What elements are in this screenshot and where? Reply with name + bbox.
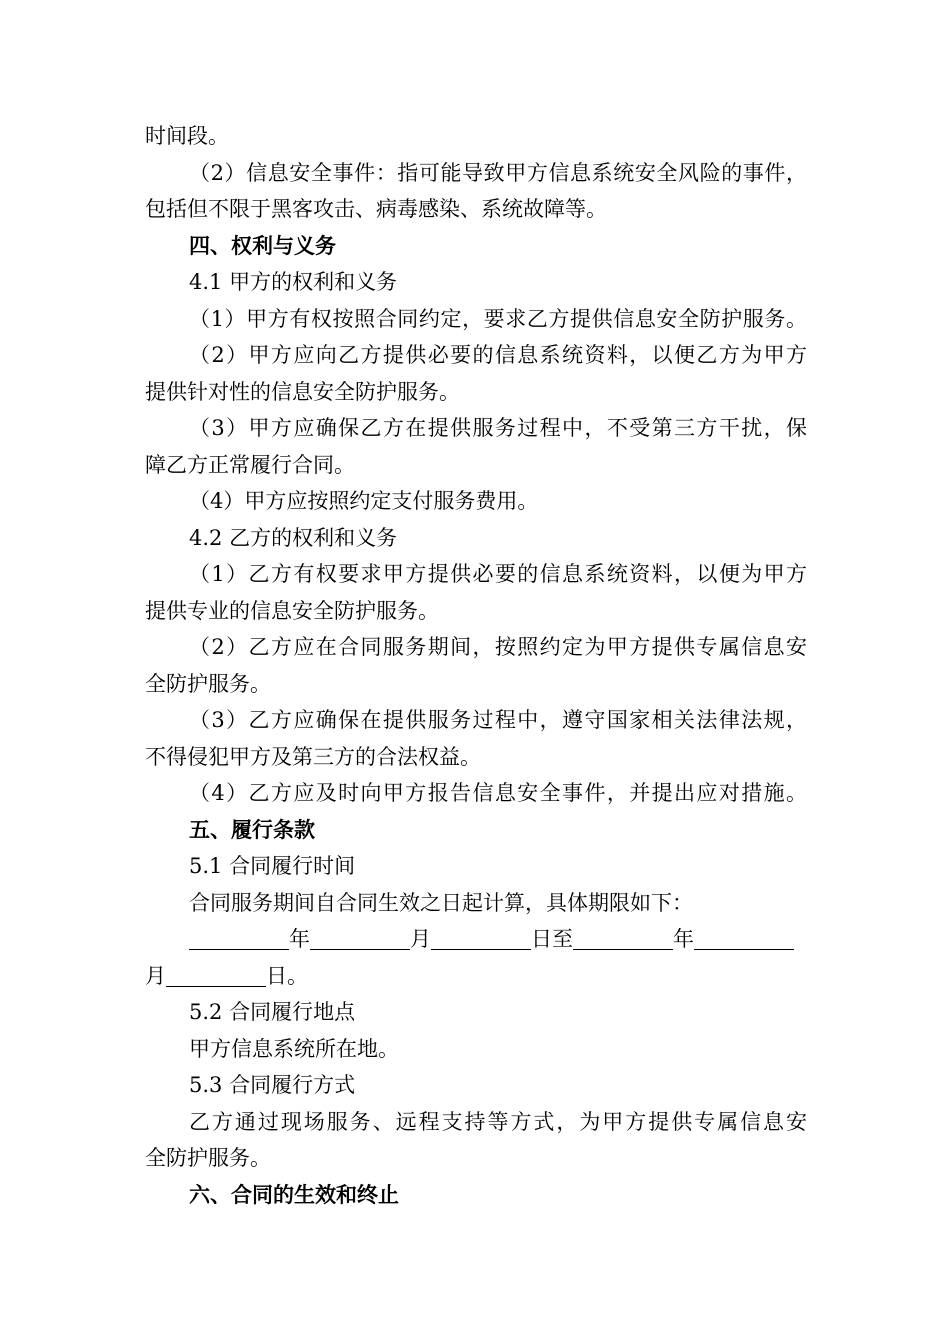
paragraph-text: 包括但不限于黑客攻击、病毒感染、系统故障等。 (145, 197, 607, 221)
blank-month-start[interactable] (310, 925, 410, 950)
subsection-heading: 5.1 合同履行时间 (189, 854, 356, 878)
date-unit-label: 日至 (531, 927, 573, 951)
section-heading: 五、履行条款 (189, 816, 315, 842)
blank-year-end[interactable] (573, 925, 673, 950)
paragraph-text: 全防护服务。 (145, 671, 271, 696)
paragraph-text: （3）乙方应确保在提供服务过程中，遵守国家相关法律法规， (189, 708, 807, 732)
date-unit-label: 日。 (266, 963, 308, 988)
paragraph-text: 甲方信息系统所在地。 (189, 1036, 399, 1061)
paragraph-text: 时间段。 (145, 124, 229, 148)
document-body (145, 118, 807, 1213)
date-fill-line-cont (145, 958, 807, 995)
paragraph-text: 合同服务期间自合同生效之日起计算，具体期限如下： (189, 890, 693, 915)
paragraph-text: 障乙方正常履行合同。 (145, 452, 355, 477)
blank-day-start[interactable] (431, 925, 531, 950)
section-heading: 四、权利与义务 (189, 232, 336, 258)
date-unit-label: 月 (410, 927, 431, 951)
paragraph-text: （4）乙方应及时向甲方报告信息安全事件，并提出应对措施。 (189, 781, 807, 805)
paragraph-text: 全防护服务。 (145, 1146, 271, 1170)
date-unit-label: 年 (289, 927, 310, 951)
blank-month-end[interactable] (694, 925, 794, 950)
paragraph-text: （1）乙方有权要求甲方提供必要的信息系统资料，以便为甲方 (189, 562, 807, 586)
date-unit-label: 年 (673, 927, 694, 951)
subsection-heading: 5.2 合同履行地点 (189, 1000, 356, 1024)
paragraph-text: 提供针对性的信息安全防护服务。 (145, 379, 460, 404)
date-unit-label: 月 (145, 963, 166, 988)
paragraph-text: （2）乙方应在合同服务期间，按照约定为甲方提供专属信息安 (189, 635, 807, 659)
subsection-heading: 4.1 甲方的权利和义务 (189, 270, 398, 294)
blank-year-start[interactable] (189, 925, 289, 950)
paragraph-text: （1）甲方有权按照合同约定，要求乙方提供信息安全防护服务。 (189, 306, 807, 331)
paragraph-text: 乙方通过现场服务、远程支持等方式，为甲方提供专属信息安 (189, 1109, 807, 1134)
paragraph-text: （3）甲方应确保乙方在提供服务过程中，不受第三方干扰，保 (189, 416, 807, 440)
subsection-heading: 5.3 合同履行方式 (189, 1073, 356, 1097)
paragraph-text: （2）甲方应向乙方提供必要的信息系统资料，以便乙方为甲方 (189, 343, 807, 367)
subsection-heading: 4.2 乙方的权利和义务 (189, 525, 398, 550)
paragraph-text: 提供专业的信息安全防护服务。 (145, 598, 439, 623)
paragraph-text: （2）信息安全事件：指可能导致甲方信息系统安全风险的事件， (189, 160, 807, 185)
paragraph-text: （4）甲方应按照约定支付服务费用。 (189, 489, 539, 513)
date-fill-line (145, 921, 807, 958)
paragraph-text: 不得侵犯甲方及第三方的合法权益。 (145, 744, 481, 769)
section-heading: 六、合同的生效和终止 (189, 1181, 399, 1207)
blank-day-end[interactable] (166, 962, 266, 987)
